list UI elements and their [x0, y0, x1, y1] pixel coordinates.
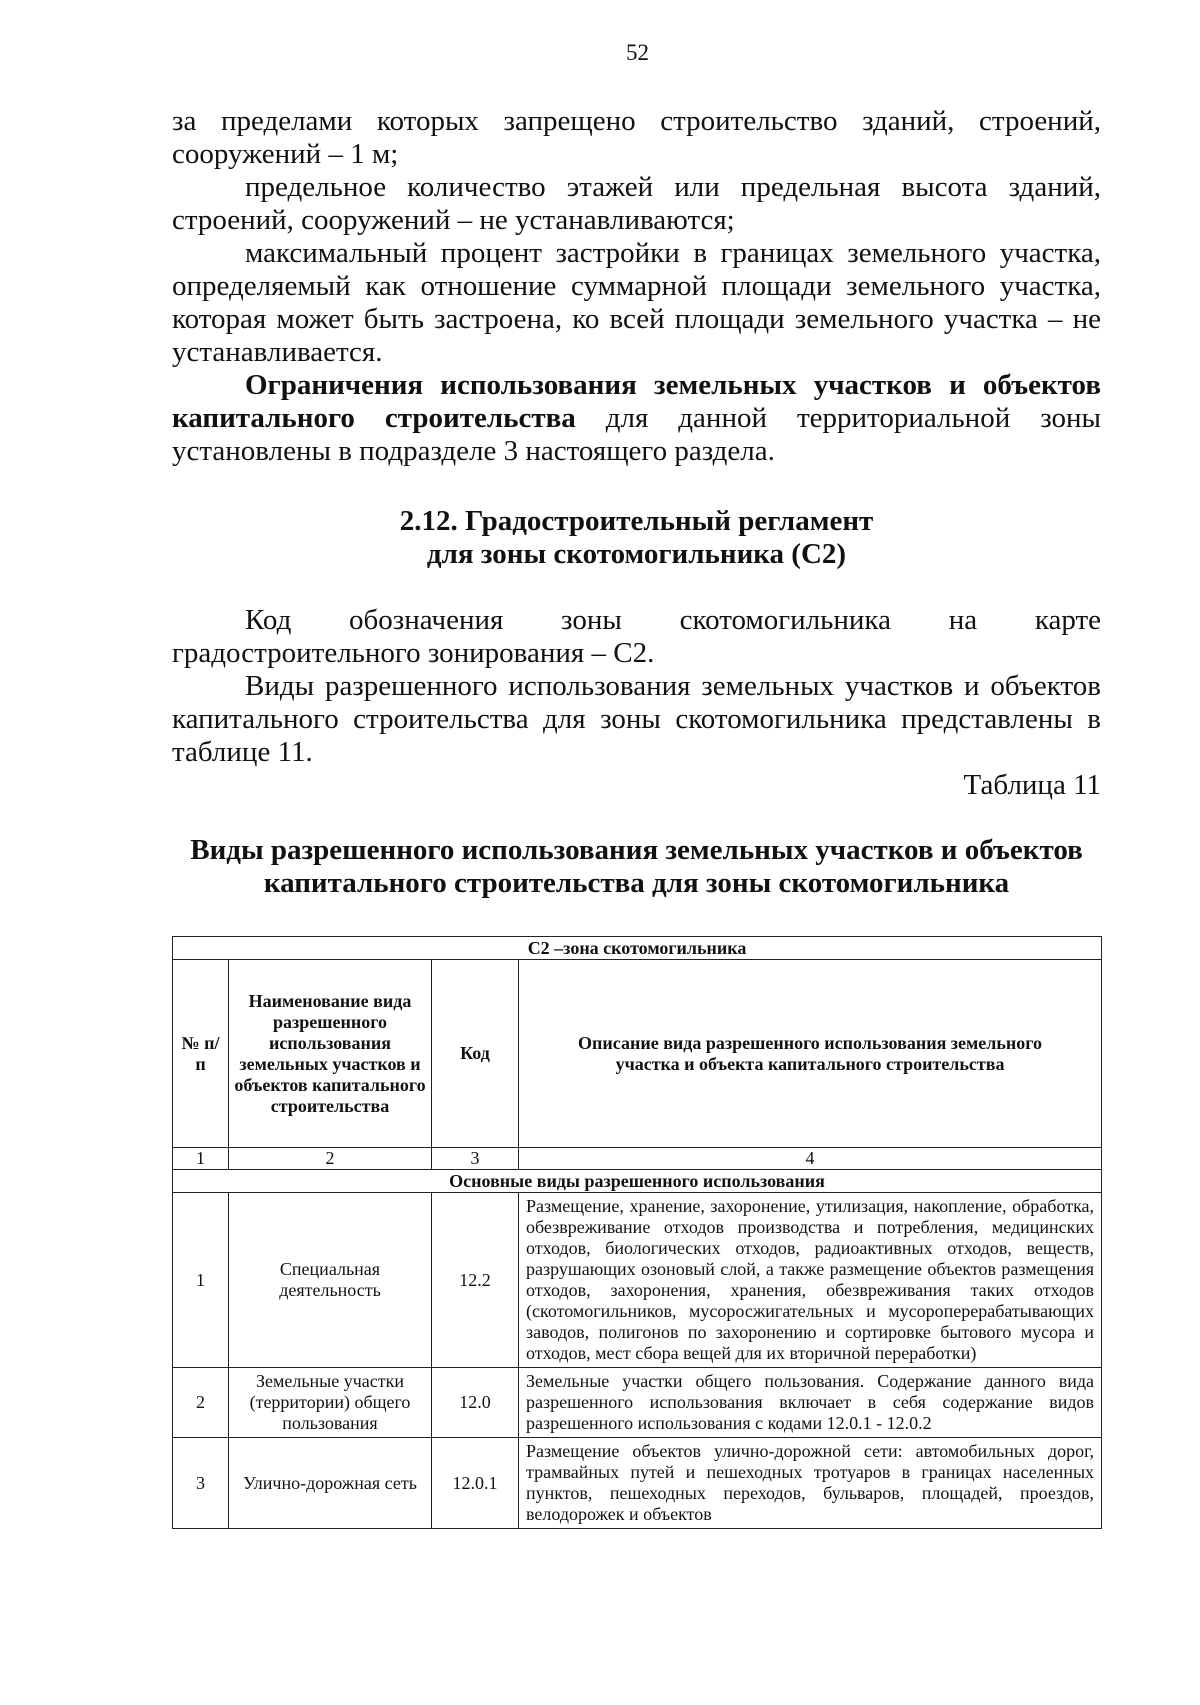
column-number: 1 [173, 1148, 229, 1170]
section-text [172, 604, 1101, 769]
header-code: Код [432, 960, 519, 1148]
table-title-line-2: капитального строительства для зоны скотомогильника [263, 867, 1010, 899]
table-row [173, 1193, 1102, 1368]
intro-paragraph-3: максимальный процент застройки в границах земельного участка, определяемый как отношение суммарной площади земельного участка, которая может быть застроена, ко всей площади земельного участка – не устанавливается. [172, 237, 1101, 368]
zone-code-line-1: Код обозначения зоны скотомогильника на карте [245, 604, 1101, 636]
intro-text [172, 105, 1101, 468]
zone-header-row [173, 937, 1102, 960]
row-code: 12.2 [432, 1193, 519, 1368]
section-title [172, 505, 1101, 571]
table-reference-paragraph: Виды разрешенного использования земельных участков и объектов капитального строительства для зоны скотомогильника представлены в таблице 11. [172, 670, 1101, 768]
row-code: 12.0.1 [432, 1438, 519, 1529]
table-title [172, 834, 1101, 900]
row-name: Специальная деятельность [229, 1193, 432, 1368]
intro-paragraph-4 [172, 369, 1101, 468]
row-name: Земельные участки (территории) общего пользования [229, 1368, 432, 1438]
restrictions-rest-text: для данной территориальной зоны установлены в подразделе 3 настоящего раздела. [172, 402, 1102, 467]
row-desc: Размещение объектов улично-дорожной сети: автомобильных дорог, трамвайных путей и пешеходных тротуаров в границах населенных пунктов, пешеходных переходов, бульваров, площадей, проездов, велодорожек и объектов [519, 1438, 1102, 1529]
zone-code-line-2: градостроительного зонирования – С2. [172, 637, 655, 669]
row-num: 2 [173, 1368, 229, 1438]
zone-header: С2 –зона скотомогильника [173, 937, 1102, 960]
table-row [173, 1438, 1102, 1529]
column-number: 3 [432, 1148, 519, 1170]
page-number: 52 [626, 40, 649, 65]
row-desc: Размещение, хранение, захоронение, утилизация, накопление, обработка, обезвреживание отходов производства и потребления, медицинских отходов, биологических отходов, радиоактивных отходов, веществ, разрушающих озоновый слой, а также размещение объектов размещения отходов, захоронения, хранения, обезвреживания таких отходов (скотомогильников, мусоросжигательных и мусороперерабатывающих заводов, полигонов по захоронению и сортировке бытового мусора и отходов, мест сбора вещей для их вторичной переработки) [519, 1193, 1102, 1368]
group-header-row [173, 1170, 1102, 1193]
group-header: Основные виды разрешенного использования [173, 1170, 1102, 1193]
column-number-row [173, 1148, 1102, 1170]
restrictions-bold-text: Ограничения использования земельных участков и объектов капитального строительства [172, 369, 1101, 434]
section-title-line-2: для зоны скотомогильника (С2) [426, 538, 847, 570]
row-num: 1 [173, 1193, 229, 1368]
table-title-line-1: Виды разрешенного использования земельных участков и объектов [190, 834, 1083, 866]
row-name: Улично-дорожная сеть [229, 1438, 432, 1529]
column-number: 4 [519, 1148, 1102, 1170]
intro-paragraph-1: за пределами которых запрещено строительство зданий, строений, сооружений – 1 м; [172, 105, 1101, 170]
table-row [173, 1368, 1102, 1438]
intro-paragraph-2: предельное количество этажей или предельная высота зданий, строений, сооружений – не устанавливаются; [172, 171, 1101, 236]
row-desc: Земельные участки общего пользования. Содержание данного вида разрешенного использования включает в себя содержание видов разрешенного использования с кодами 12.0.1 - 12.0.2 [519, 1368, 1102, 1438]
header-desc: Описание вида разрешенного использования земельного участка и объекта капитального строительства [519, 960, 1102, 1148]
header-name: Наименование вида разрешенного использования земельных участков и объектов капитального строительства [229, 960, 432, 1148]
row-code: 12.0 [432, 1368, 519, 1438]
header-num: № п/п [173, 960, 229, 1148]
row-num: 3 [173, 1438, 229, 1529]
section-title-line-1: 2.12. Градостроительный регламент [399, 505, 874, 537]
column-header-row [173, 960, 1102, 1148]
permitted-uses-table [172, 936, 1102, 1529]
table-label: Таблица 11 [963, 769, 1101, 801]
column-number: 2 [229, 1148, 432, 1170]
